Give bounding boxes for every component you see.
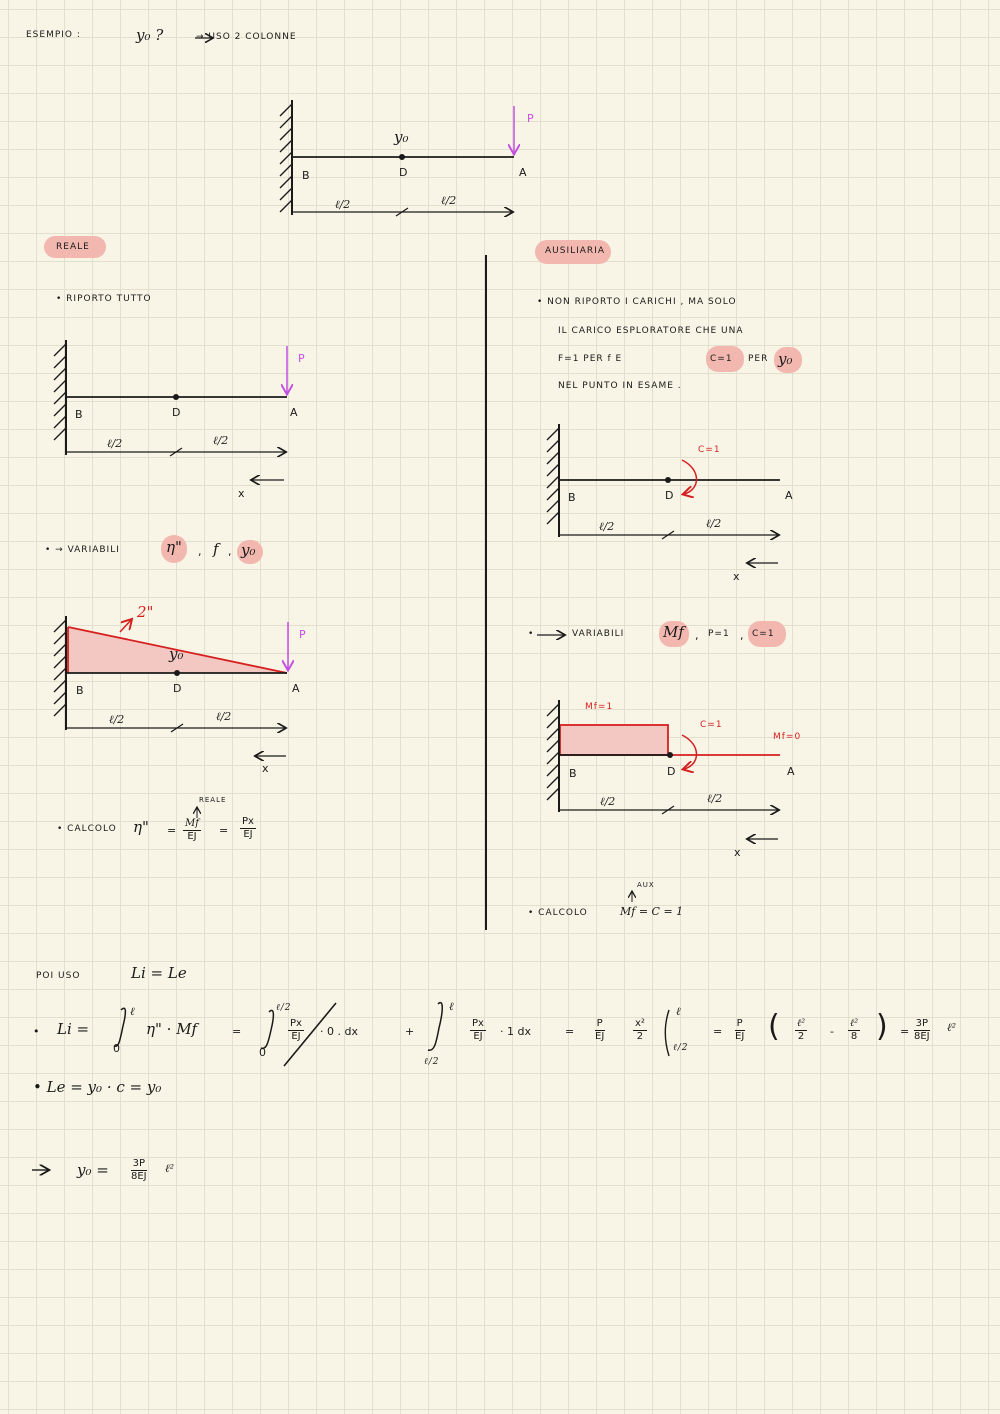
li-eval-up: ℓ [676, 1005, 681, 1018]
li-frac5-den: EJ [735, 1030, 745, 1042]
aux-text-line-1: • NON RIPORTO I CARICHI , MA SOLO [537, 297, 737, 307]
li-frac6-num: ℓ² [797, 1018, 806, 1029]
aux-per: PER [748, 354, 769, 364]
li-tail1: · 0 . dx [320, 1025, 358, 1038]
aux-d2-dim-left: ℓ/2 [600, 795, 616, 808]
real-d2-dim-right: ℓ/2 [216, 710, 232, 723]
li-frac-2 [470, 1018, 486, 1042]
real-calc-frac-1 [183, 818, 201, 842]
li-paren-open: ( [768, 1009, 780, 1044]
li-int3-low: ℓ/2 [424, 1057, 440, 1067]
li-eq4: = [900, 1025, 910, 1038]
real-var-sep1: , [198, 545, 202, 558]
real-calc-den1: EJ [187, 830, 197, 842]
top-dim-right: ℓ/2 [441, 194, 457, 207]
li-frac2-num: Px [472, 1018, 484, 1029]
aux-vars-prefix: VARIABILI [572, 629, 625, 639]
aux-var-sep2: , [740, 629, 744, 642]
aux-beam-diagram-1 [547, 424, 780, 563]
li-bullet: • [33, 1025, 40, 1038]
aux-d1-dim-right: ℓ/2 [706, 517, 722, 530]
aux-d2-x: x [734, 846, 741, 859]
aux-d2-d: D [667, 765, 676, 778]
real-calc-eq1: = [167, 824, 177, 837]
li-lhs: Li = [57, 1020, 90, 1038]
real-vars-prefix: • → VARIABILI [45, 545, 120, 555]
real-d2-dim-left: ℓ/2 [109, 713, 125, 726]
li-minus: - [830, 1025, 834, 1038]
li-eq2: = [565, 1025, 575, 1038]
aux-text-line-4: NEL PUNTO IN ESAME . [558, 381, 682, 391]
aux-var-mf: Mf [663, 623, 684, 641]
li-frac1-num: Px [290, 1018, 302, 1029]
result-lhs: y₀ = [77, 1161, 109, 1179]
real-calc-num1: Mf [185, 818, 199, 829]
li-eq1: = [232, 1025, 242, 1038]
aux-d1-c: C=1 [698, 445, 721, 455]
aux-text-line-3: F=1 PER f E [558, 354, 623, 364]
real-d2-d: D [173, 682, 182, 695]
li-int1-low: 0 [113, 1042, 120, 1055]
li-frac6-den: 2 [797, 1030, 805, 1042]
li-frac3-num: P [596, 1018, 603, 1029]
real-d2-p: P [299, 628, 306, 641]
aux-text-line-2: IL CARICO ESPLORATORE CHE UNA [558, 326, 744, 336]
li-eq3: = [713, 1025, 723, 1038]
aux-calc-prefix: • CALCOLO [528, 908, 588, 918]
real-calc-frac-2 [240, 816, 256, 840]
top-label-b: B [302, 169, 310, 182]
li-frac-7 [848, 1018, 860, 1042]
aux-d2-a: A [787, 765, 795, 778]
aux-d1-a: A [785, 489, 793, 502]
header-question: y₀ ? [136, 26, 164, 44]
aux-d1-x: x [733, 570, 740, 583]
li-eval-low: ℓ/2 [673, 1043, 689, 1053]
li-int1-up: ℓ [130, 1005, 135, 1018]
result-den: 8EJ [131, 1170, 147, 1182]
li-frac-5 [733, 1018, 746, 1042]
li-body1: η" · Mf [146, 1020, 198, 1038]
real-beam-diagram-2 [54, 616, 288, 756]
header-title: ESEMPIO : [26, 30, 81, 40]
bottom-li-le: Li = Le [131, 964, 187, 982]
li-frac3-den: EJ [595, 1030, 605, 1042]
header-note: → USO 2 COLONNE [196, 32, 297, 42]
top-label-p: P [527, 112, 534, 125]
li-frac4-den: 2 [636, 1030, 644, 1042]
li-frac7-num: ℓ² [850, 1018, 859, 1029]
li-frac2-den: EJ [473, 1030, 483, 1042]
aux-d2-b: B [569, 767, 577, 780]
aux-var-p: P=1 [708, 629, 730, 639]
li-int2-low: 0 [259, 1046, 266, 1059]
real-d1-dim-right: ℓ/2 [213, 434, 229, 447]
real-calc-prefix: • CALCOLO [57, 824, 117, 834]
real-beam-diagram-1 [54, 340, 287, 480]
real-calc-num2: Px [242, 816, 254, 827]
integral-sign-2 [261, 1010, 273, 1048]
li-frac-8 [912, 1018, 932, 1042]
real-var-f: f [213, 540, 219, 558]
aux-calc-sup: AUX [637, 881, 655, 889]
aux-d1-dim-left: ℓ/2 [599, 520, 615, 533]
top-label-a: A [519, 166, 527, 179]
li-frac4-num: x² [635, 1018, 645, 1029]
aux-yd: y₀ [778, 350, 793, 368]
real-d1-d: D [172, 406, 181, 419]
li-plus: + [405, 1025, 415, 1038]
real-d2-eta-label: 2" [137, 603, 154, 621]
aux-var-c: C=1 [752, 629, 775, 639]
top-label-d: D [399, 166, 408, 179]
aux-c1: C=1 [710, 354, 733, 364]
li-tail2: · 1 dx [500, 1025, 531, 1038]
li-frac-4 [633, 1018, 647, 1042]
aux-var-sep1: , [695, 629, 699, 642]
real-d1-a: A [290, 406, 298, 419]
top-dim-left: ℓ/2 [335, 198, 351, 211]
li-frac8-den: 8EJ [914, 1030, 930, 1042]
integral-sign-3 [428, 1003, 442, 1051]
li-frac5-num: P [736, 1018, 743, 1029]
real-d1-x: x [238, 487, 245, 500]
aux-d1-b: B [568, 491, 576, 504]
aux-d2-mf1: Mf=1 [585, 702, 614, 712]
top-beam-diagram [280, 100, 514, 216]
real-heading: REALE [56, 242, 90, 252]
li-frac8-num: 3P [915, 1018, 929, 1029]
aux-d2-c: C=1 [700, 720, 723, 730]
li-frac-3 [593, 1018, 606, 1042]
real-d2-b: B [76, 684, 84, 697]
li-frac-6 [795, 1018, 807, 1042]
li-paren-close: ) [876, 1009, 888, 1044]
real-var-sep2: , [228, 545, 232, 558]
result-tail: ℓ² [165, 1162, 174, 1175]
real-d1-dim-left: ℓ/2 [107, 437, 123, 450]
real-bullet-1: • RIPORTO TUTTO [56, 294, 152, 304]
aux-vars-prefix-bullet: • [528, 629, 535, 639]
aux-d2-mf0: Mf=0 [773, 732, 802, 742]
real-var-eta: η" [166, 538, 182, 556]
real-calc-den2: EJ [243, 828, 253, 840]
bottom-poi: POI USO [36, 971, 81, 981]
li-int3-up: ℓ [449, 1000, 454, 1013]
real-d1-b: B [75, 408, 83, 421]
aux-calc-expr: Mf = C = 1 [620, 905, 684, 918]
le-row: • Le = y₀ · c = y₀ [33, 1078, 162, 1096]
result-num: 3P [132, 1158, 146, 1169]
li-tail3: ℓ² [947, 1021, 956, 1034]
real-d1-p: P [298, 352, 305, 365]
li-int2-up: ℓ/2 [276, 1003, 292, 1013]
li-frac1-den: EJ [291, 1030, 301, 1042]
li-frac7-den: 8 [850, 1030, 858, 1042]
li-frac-1 [288, 1018, 304, 1042]
aux-d1-d: D [665, 489, 674, 502]
real-var-yd: y₀ [241, 541, 256, 559]
real-d2-x: x [262, 762, 269, 775]
real-calc-eq2: = [219, 824, 229, 837]
real-calc-lhs: η" [133, 818, 149, 836]
aux-d2-dim-right: ℓ/2 [707, 792, 723, 805]
real-calc-sup: REALE [199, 796, 227, 804]
integral-sign-1 [114, 1008, 125, 1046]
real-d2-yd: y₀ [169, 645, 184, 663]
aux-heading: AUSILIARIA [545, 246, 606, 256]
real-d2-a: A [292, 682, 300, 695]
aux-beam-diagram-2 [547, 700, 780, 839]
top-label-yd: y₀ [394, 128, 409, 146]
result-frac [129, 1158, 149, 1182]
